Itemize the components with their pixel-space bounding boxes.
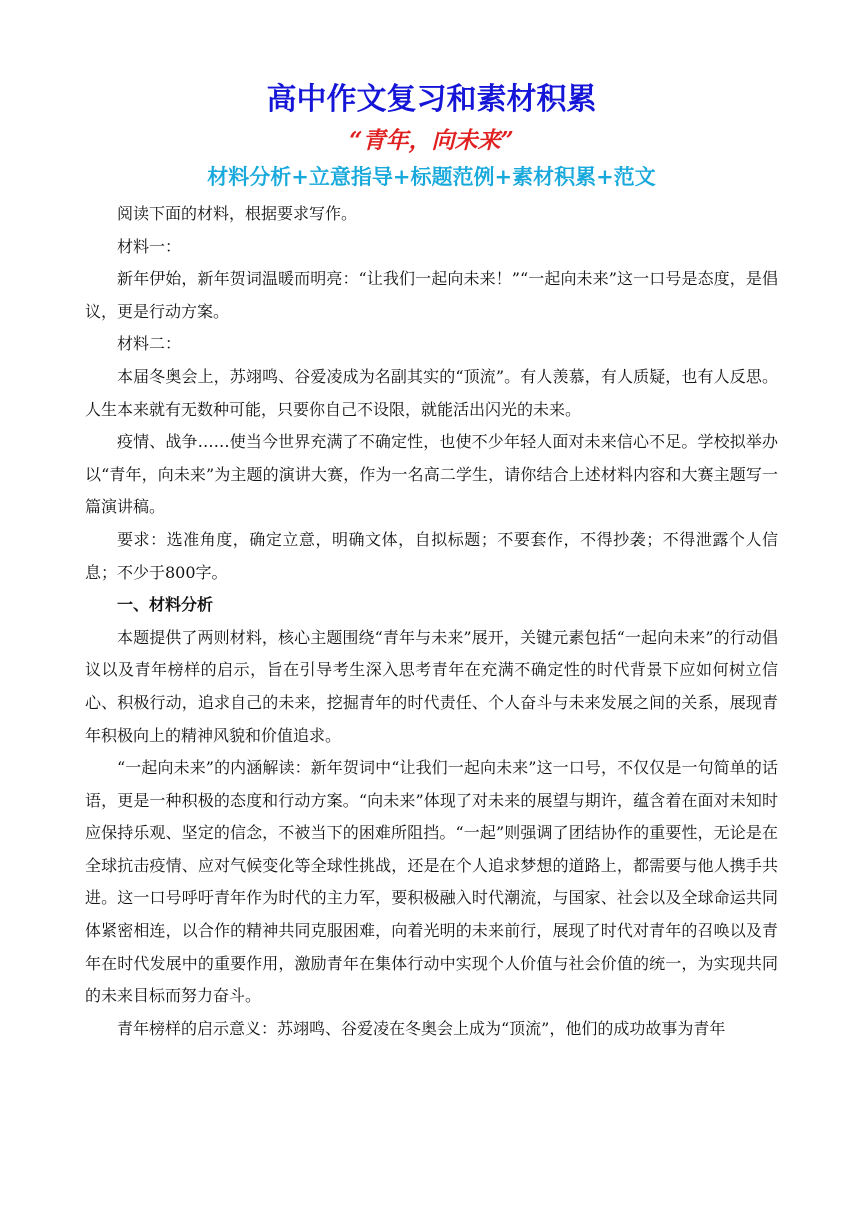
material2-paragraph: 本届冬奥会上，苏翊鸣、谷爱凌成为名副其实的“顶流”。有人羡慕，有人质疑，也有人反思。人生本来就有无数种可能，只要你自己不设限，就能活出闪光的未来。 [85,366,778,419]
document-topics: 材料分析+立意指导+标题范例+素材积累+范文 [207,164,656,189]
analysis-paragraph-3: 青年榜样的启示意义：苏翊鸣、谷爱凌在冬奥会上成为“顶流”，他们的成功故事为青年 [117,1018,726,1038]
document-subtitle: “青年，向未来” [349,127,514,154]
material2-label: 材料二： [117,334,182,354]
analysis-paragraph-1: 本题提供了两则材料，核心主题围绕“青年与未来”展开，关键元素包括“一起向未来”的行动倡议以及青年榜样的启示，旨在引导考生深入思考青年在充满不确定性的时代背景下应如何树立信心、积极行动，追求自己的未来，挖掘青年的时代责任、个人奋斗与未来发展之间的关系，展现青年积极向上的精神风貌和价值追求。 [85,627,778,745]
material1-paragraph: 新年伊始，新年贺词温暖而明亮：“让我们一起向未来！”“一起向未来”这一口号是态度，是倡议，更是行动方案。 [85,269,778,321]
material1-label: 材料一： [117,236,182,256]
section-heading-material-analysis: 一、材料分析 [117,595,214,615]
intro-paragraph: 阅读下面的材料，根据要求写作。 [117,204,358,223]
requirements-paragraph: 要求：选准角度，确定立意，明确文体，自拟标题；不要套作，不得抄袭；不得泄露个人信息；不少于800字。 [85,529,778,582]
analysis-paragraph-2: “一起向未来”的内涵解读：新年贺词中“让我们一起向未来”这一口号，不仅仅是一句简单的话语，更是一种积极的态度和行动方案。“向未来”体现了对未来的展望与期许，蕴含着在面对未知时应保持乐观、坚定的信念，不被当下的困难所阻挡。“一起”则强调了团结协作的重要性，无论是在全球抗击疫情、应对气候变化等全球性挑战，还是在个人追求梦想的道路上，都需要与他人携手共进。这一口号呼吁青年作为时代的主力军，要积极融入时代潮流，与国家、社会以及全球命运共同体紧密相连，以合作的精神共同克服困难，向着光明的未来前行，展现了时代对青年的召唤以及青年在时代发展中的重要作用，激励青年在集体行动中实现个人价值与社会价值的统一，为实现共同的未来目标而努力奋斗。 [85,758,778,1006]
document-title: 高中作文复习和素材积累 [266,82,597,117]
prompt-paragraph: 疫情、战争……使当今世界充满了不确定性，也使不少年轻人面对未来信心不足。学校拟举办以“青年，向未来”为主题的演讲大赛，作为一名高二学生，请你结合上述材料内容和大赛主题写一篇演讲稿。 [85,432,778,517]
